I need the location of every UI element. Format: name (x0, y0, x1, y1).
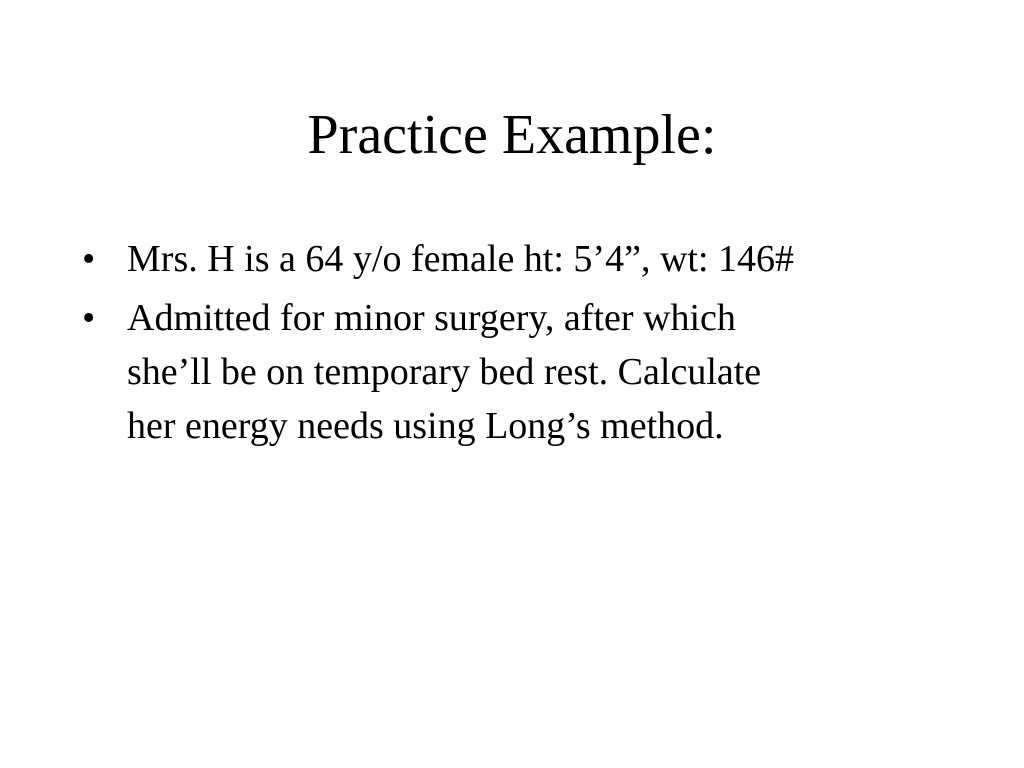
slide-title: Practice Example: (307, 104, 717, 166)
bullet-text-patient-info: Mrs. H is a 64 y/o female ht: 5’4”, wt: 146# (127, 238, 795, 280)
bullet-point-icon: • (82, 238, 96, 280)
bullet-item (82, 232, 942, 286)
bullet-text-task: Admitted for minor surgery, after which she’ll be on temporary bed rest. Calculate her energy needs using Long’s method. (127, 297, 762, 447)
bullet-list (82, 232, 942, 458)
bullet-point-icon: • (82, 297, 96, 339)
bullet-item (82, 291, 942, 453)
